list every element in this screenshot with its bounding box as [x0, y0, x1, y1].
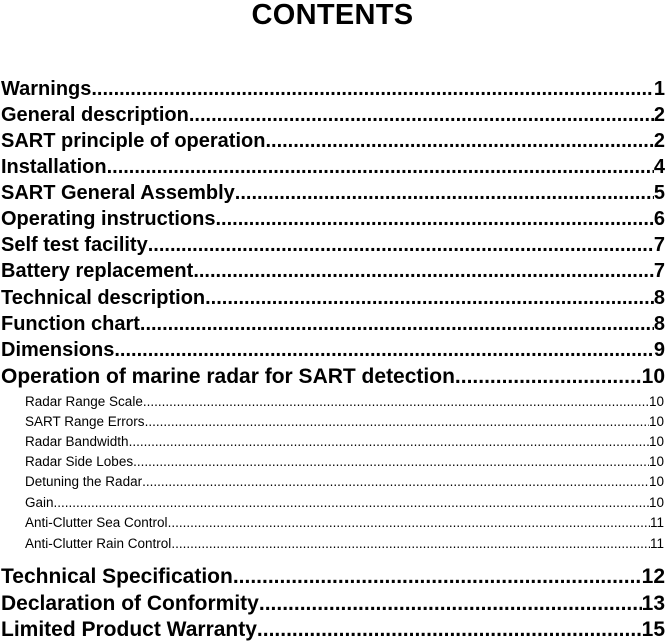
toc-entry-label: Technical Specification [1, 565, 233, 588]
toc-entry-label: Warnings [1, 78, 92, 100]
toc-subentry-radar-side-lobes[interactable] [25, 453, 665, 470]
toc-entry-label: Technical description [1, 287, 206, 309]
toc-entry-battery-replacement[interactable] [1, 259, 665, 283]
toc-entry-label: Limited Product Warranty [1, 618, 257, 641]
toc-entry-sart-general-assembly[interactable] [1, 181, 665, 205]
dot-leader [189, 103, 654, 127]
toc-entry-page: 8 [653, 313, 665, 335]
toc-entry-sart-principle[interactable] [1, 129, 665, 153]
toc-entry-marine-radar-operation[interactable] [1, 365, 665, 389]
toc-subentry-anti-clutter-sea[interactable] [25, 514, 665, 531]
toc-subentry-detuning-the-radar[interactable] [25, 473, 665, 490]
toc-entry-page: 9 [653, 339, 665, 361]
dot-leader [168, 514, 650, 531]
toc-subentry-page: 10 [648, 495, 664, 510]
toc-subentry-page: 11 [649, 515, 664, 530]
toc-subentry-label: SART Range Errors [25, 414, 145, 429]
toc-subentry-radar-range-scale[interactable] [25, 393, 665, 410]
toc-subentry-page: 10 [648, 414, 664, 429]
toc-entry-label: Installation [1, 156, 107, 178]
toc-entry-page: 15 [641, 618, 665, 641]
toc-subentry-page: 10 [648, 474, 664, 489]
toc-subentry-label: Anti-Clutter Rain Control [25, 536, 172, 551]
toc-entry-page: 13 [641, 592, 665, 615]
toc-entry-page: 2 [653, 104, 665, 126]
dot-leader [257, 618, 642, 642]
dot-leader [140, 312, 654, 336]
toc-entry-label: Operation of marine radar for SART detection [1, 365, 455, 388]
toc-subentry-label: Radar Side Lobes [25, 454, 134, 469]
toc-entry-page: 8 [653, 287, 665, 309]
toc-entry-function-chart[interactable] [1, 312, 665, 336]
dot-leader [107, 155, 654, 179]
dot-leader [133, 453, 649, 470]
dot-leader [145, 413, 649, 430]
toc-subentry-label: Gain [25, 495, 54, 510]
toc-entry-page: 4 [653, 156, 665, 178]
toc-subentry-label: Detuning the Radar [25, 474, 143, 489]
dot-leader [259, 592, 642, 616]
toc-entry-page: 12 [641, 565, 665, 588]
toc-entry-general-description[interactable] [1, 103, 665, 127]
dot-leader [193, 259, 654, 283]
toc-entry-dimensions[interactable] [1, 338, 665, 362]
dot-leader [143, 393, 649, 410]
toc-subentry-gain[interactable] [25, 494, 665, 511]
page-title: CONTENTS [251, 0, 414, 31]
toc-subentry-page: 10 [648, 434, 664, 449]
toc-subentry-label: Anti-Clutter Sea Control [25, 515, 168, 530]
dot-leader [205, 286, 654, 310]
toc-entry-declaration-of-conformity[interactable] [1, 592, 665, 616]
toc-entry-self-test-facility[interactable] [1, 233, 665, 257]
toc-entry-operating-instructions[interactable] [1, 207, 665, 231]
toc-subentry-label: Radar Range Scale [25, 394, 143, 409]
toc-subentry-sart-range-errors[interactable] [25, 413, 665, 430]
toc-entry-technical-description[interactable] [1, 286, 665, 310]
dot-leader [54, 494, 649, 511]
toc-entry-label: Function chart [1, 313, 140, 335]
toc-entry-label: Battery replacement [1, 260, 194, 282]
toc-subentry-page: 10 [648, 394, 664, 409]
toc-subentry-label: Radar Bandwidth [25, 434, 129, 449]
toc-entry-label: General description [1, 104, 189, 126]
toc-entry-label: Operating instructions [1, 208, 216, 230]
toc-entry-label: Self test facility [1, 234, 148, 256]
toc-entry-page: 7 [653, 260, 665, 282]
dot-leader [91, 77, 654, 101]
dot-leader [235, 181, 654, 205]
dot-leader [114, 338, 654, 362]
dot-leader [455, 365, 642, 389]
toc-entry-installation[interactable] [1, 155, 665, 179]
toc-entry-page: 1 [653, 78, 665, 100]
toc-entry-page: 5 [653, 182, 665, 204]
toc-subentry-page: 11 [649, 536, 664, 551]
dot-leader [233, 565, 642, 589]
toc-entry-warnings[interactable] [1, 77, 665, 101]
dot-leader [215, 207, 653, 231]
dot-leader [142, 473, 649, 490]
toc-entry-page: 7 [653, 234, 665, 256]
toc-subentry-page: 10 [648, 454, 664, 469]
toc-entry-limited-product-warranty[interactable] [1, 618, 665, 642]
toc-entry-page: 6 [653, 208, 665, 230]
dot-leader [265, 129, 653, 153]
toc-entry-label: Dimensions [1, 339, 115, 361]
dot-leader [148, 233, 654, 257]
toc-entry-label: SART General Assembly [1, 182, 235, 204]
toc-entry-page: 10 [641, 365, 665, 388]
dot-leader [129, 433, 649, 450]
toc-entry-page: 2 [653, 130, 665, 152]
toc-entry-technical-specification[interactable] [1, 565, 665, 589]
toc-subentry-radar-bandwidth[interactable] [25, 433, 665, 450]
toc-entry-label: Declaration of Conformity [1, 592, 259, 615]
dot-leader [171, 535, 650, 552]
toc-entry-label: SART principle of operation [1, 130, 266, 152]
toc-subentry-anti-clutter-rain[interactable] [25, 535, 665, 552]
